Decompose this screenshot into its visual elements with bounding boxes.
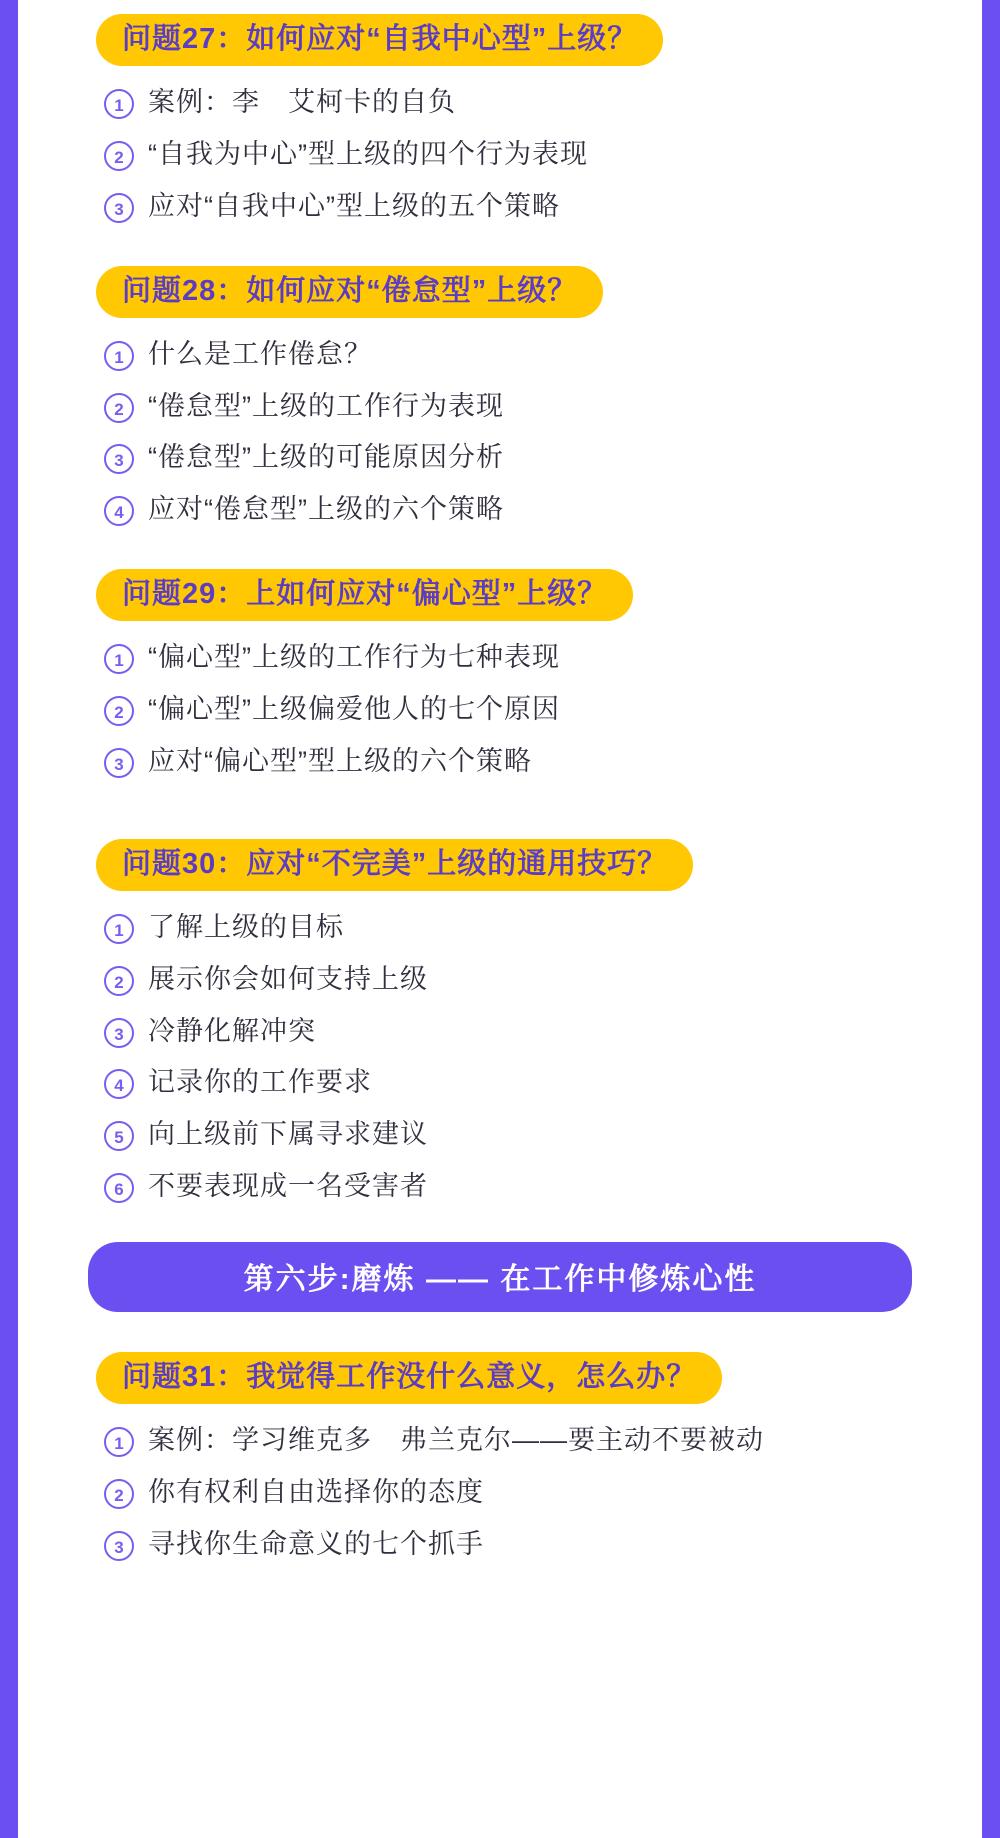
item-number: 2: [104, 393, 134, 423]
spacer: [58, 807, 942, 825]
question-banner: 问题29：上如何应对“偏心型”上级？: [96, 569, 633, 621]
item-text: 应对“倦怠型”上级的六个策略: [148, 494, 504, 525]
item-text: 什么是工作倦怠？: [148, 338, 372, 369]
list-item: [104, 388, 942, 426]
list-item: [104, 1064, 942, 1102]
list-item: [104, 1116, 942, 1154]
question-item-list: [104, 336, 942, 529]
item-number: 1: [104, 644, 134, 674]
list-item: [104, 439, 942, 477]
item-number: 5: [104, 1121, 134, 1151]
list-item: [104, 336, 942, 374]
item-text: 寻找你生命意义的七个抓手: [148, 1528, 484, 1559]
item-text: 了解上级的目标: [148, 911, 344, 942]
item-number: 3: [104, 748, 134, 778]
item-number: 3: [104, 1531, 134, 1561]
list-item: [104, 909, 942, 947]
section-banner: 第六步:磨炼 —— 在工作中修炼心性: [88, 1242, 912, 1312]
list-item: [104, 961, 942, 999]
list-item: [104, 188, 942, 226]
question-banner: 问题30：应对“不完美”上级的通用技巧？: [96, 839, 693, 891]
item-number: 2: [104, 966, 134, 996]
item-number: 4: [104, 496, 134, 526]
list-item: [104, 136, 942, 174]
question-banner: 问题31：我觉得工作没什么意义，怎么办？: [96, 1352, 722, 1404]
list-item: [104, 639, 942, 677]
item-text: “倦怠型”上级的工作行为表现: [148, 390, 504, 421]
item-text: 向上级前下属寻求建议: [148, 1119, 428, 1150]
list-item: [104, 491, 942, 529]
item-text: 应对“偏心型”型上级的六个策略: [148, 745, 532, 776]
list-item: [104, 1422, 942, 1460]
item-text: 你有权利自由选择你的态度: [148, 1476, 484, 1507]
question-item-list: [104, 909, 942, 1206]
item-number: 1: [104, 914, 134, 944]
item-text: 展示你会如何支持上级: [148, 963, 428, 994]
item-number: 3: [104, 1018, 134, 1048]
list-item: [104, 1013, 942, 1051]
question-banner: 问题28：如何应对“倦怠型”上级？: [96, 266, 603, 318]
item-number: 1: [104, 1427, 134, 1457]
question-item-list: [104, 639, 942, 780]
item-text: “自我为中心”型上级的四个行为表现: [148, 139, 588, 170]
item-text: 案例：李 艾柯卡的自负: [148, 87, 456, 118]
list-item: [104, 1474, 942, 1512]
item-number: 3: [104, 193, 134, 223]
item-text: “偏心型”上级的工作行为七种表现: [148, 642, 560, 673]
item-number: 1: [104, 89, 134, 119]
list-item: [104, 84, 942, 122]
item-text: 应对“自我中心”型上级的五个策略: [148, 190, 560, 221]
item-text: 案例：学习维克多 弗兰克尔——要主动不要被动: [148, 1425, 764, 1455]
list-item: [104, 1526, 942, 1564]
item-text: “偏心型”上级偏爱他人的七个原因: [148, 694, 560, 725]
question-item-list: [104, 84, 942, 225]
item-number: 4: [104, 1069, 134, 1099]
item-number: 3: [104, 444, 134, 474]
list-item: [104, 743, 942, 781]
item-number: 2: [104, 141, 134, 171]
item-text: 记录你的工作要求: [148, 1067, 372, 1098]
item-text: 不要表现成一名受害者: [148, 1170, 428, 1201]
item-number: 2: [104, 1479, 134, 1509]
content-sheet: [18, 0, 982, 1838]
list-item: [104, 1168, 942, 1206]
item-text: 冷静化解冲突: [148, 1015, 316, 1046]
question-item-list: [104, 1422, 942, 1563]
item-number: 1: [104, 341, 134, 371]
list-item: [104, 691, 942, 729]
question-banner: 问题27：如何应对“自我中心型”上级？: [96, 14, 663, 66]
item-number: 2: [104, 696, 134, 726]
item-text: “倦怠型”上级的可能原因分析: [148, 442, 504, 473]
item-number: 6: [104, 1173, 134, 1203]
